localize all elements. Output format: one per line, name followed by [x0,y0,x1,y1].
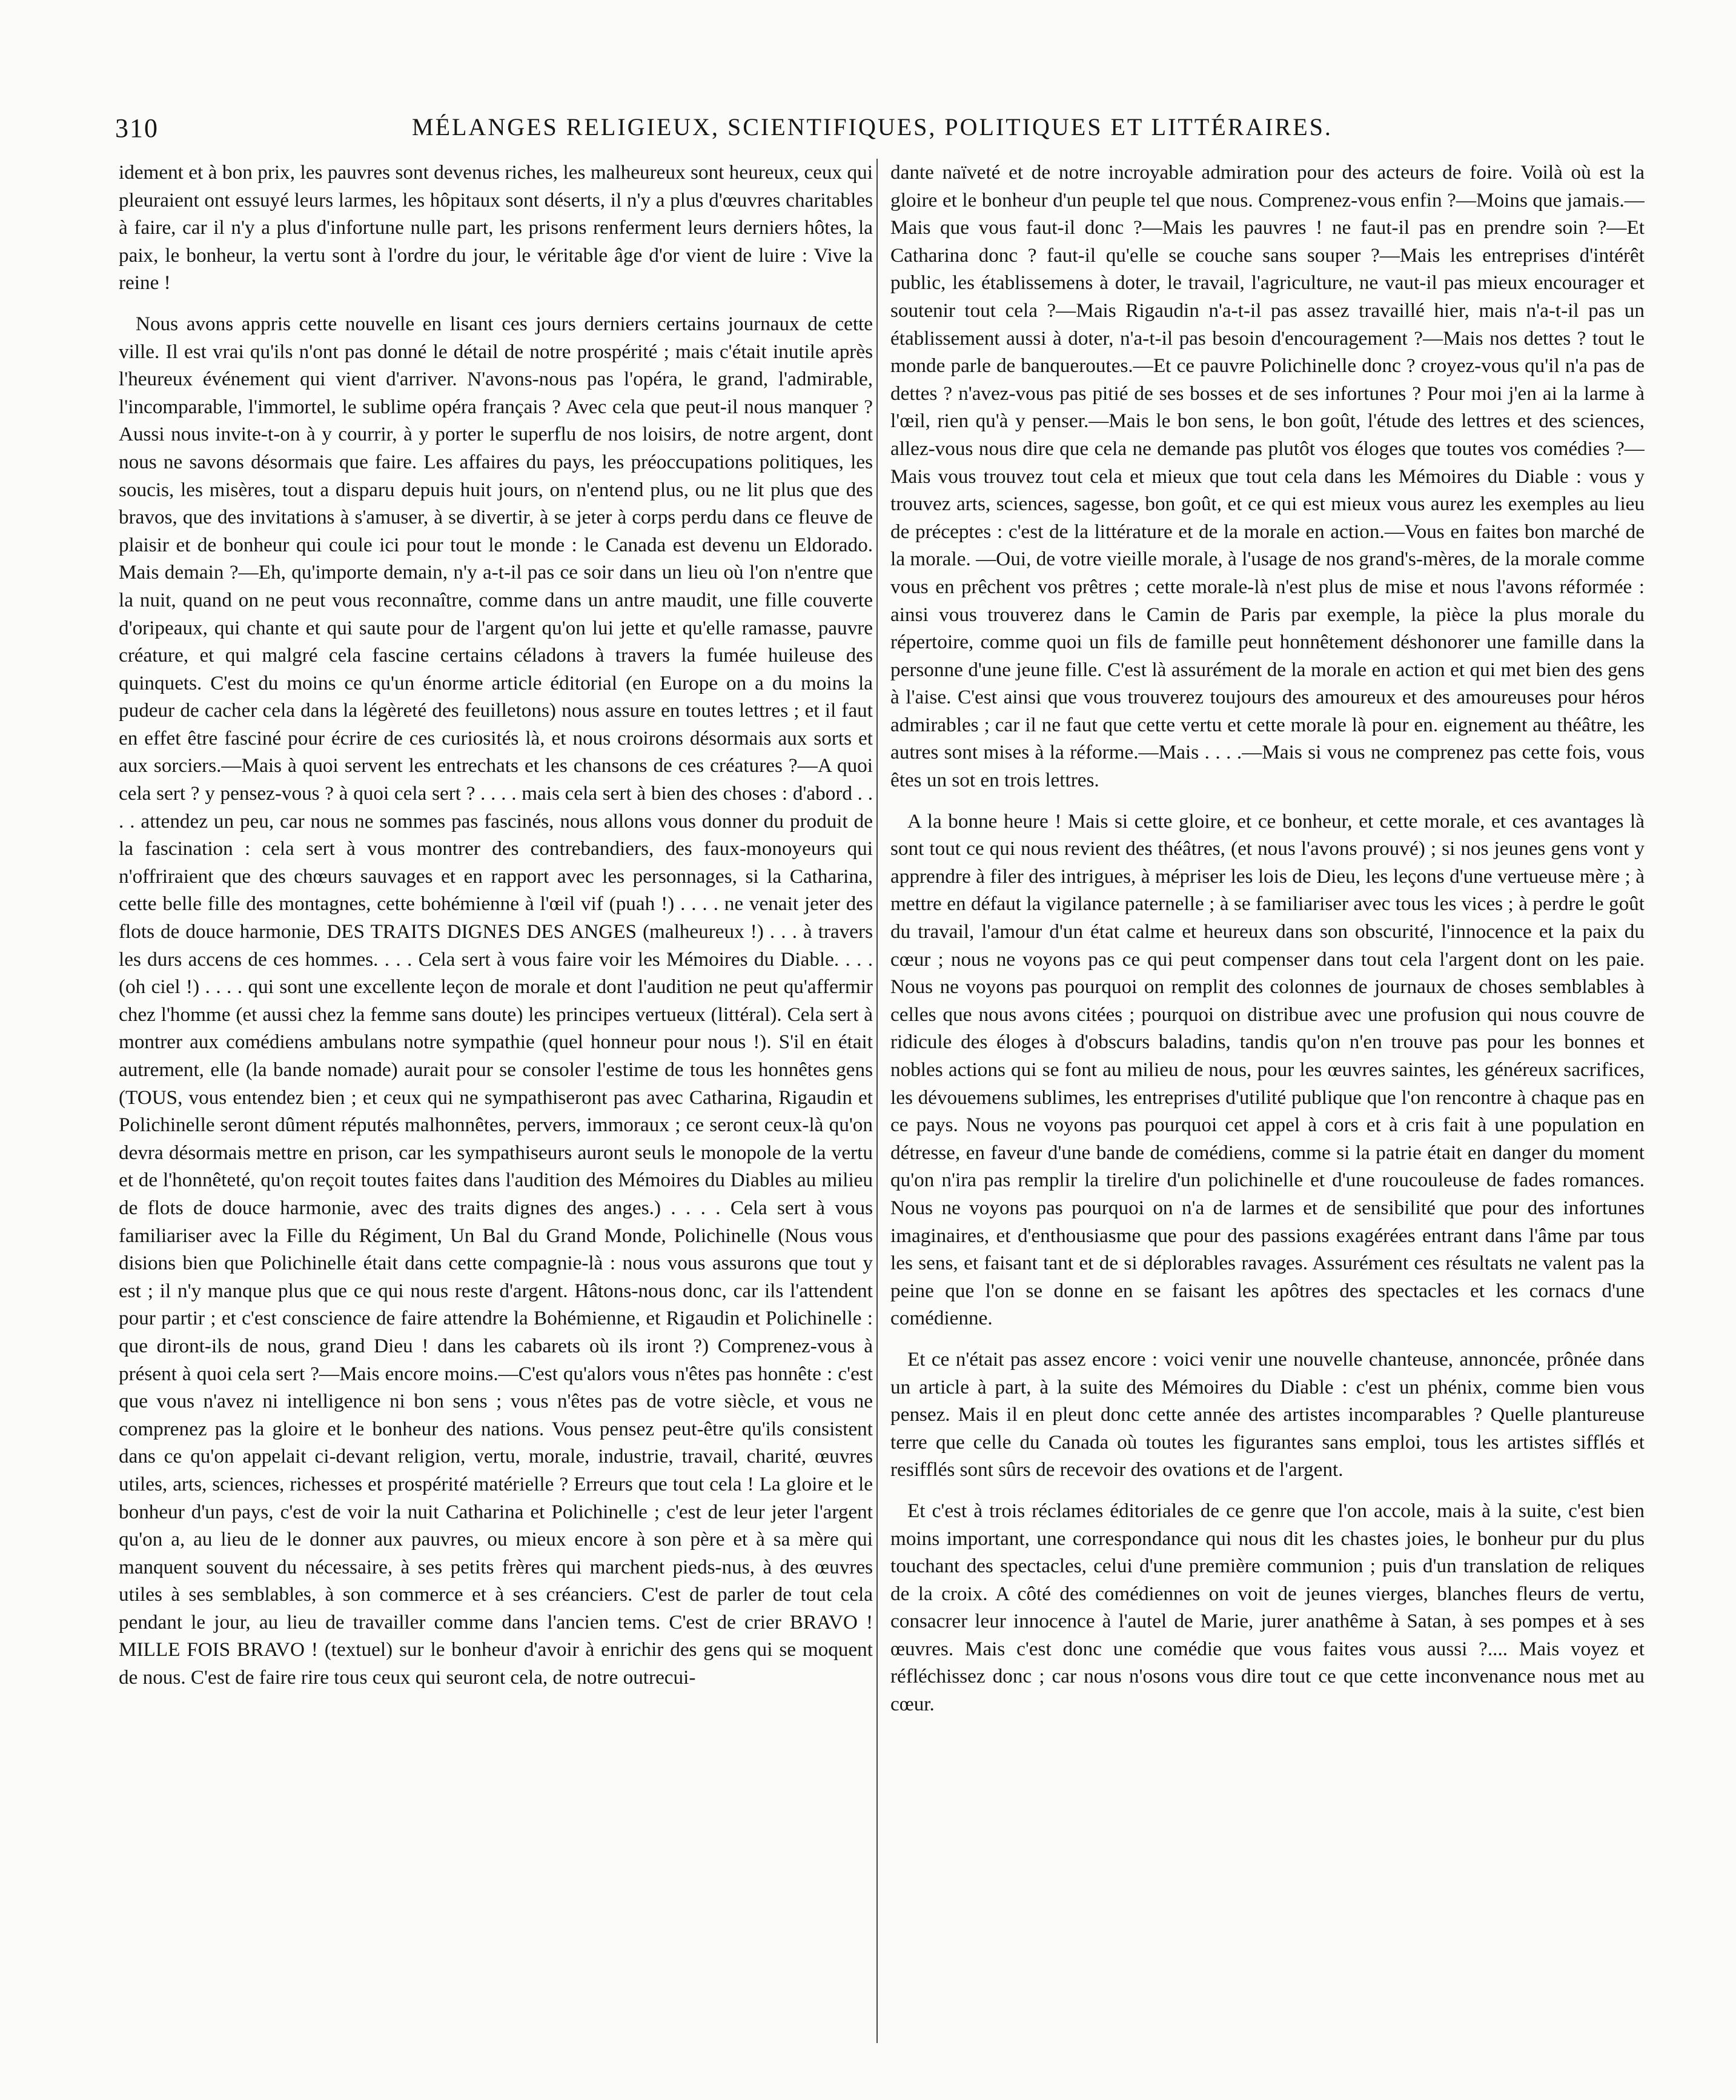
paragraph: Et ce n'était pas assez encore : voici venir une nouvelle chanteuse, annoncée, prônée dans un article à part, à la suite des Mémoires du Diable : c'est un phénix, comme bien vous pensez. Mais il en pleut donc cette année des artistes incomparables ? Quelle plantureuse terre que celle du Canada où toutes les figurantes sans emploi, tous les artistes sifflés et resifflés sont sûrs de recevoir des ovations et de l'argent. [890,1347,1645,1481]
paragraph: Nous avons appris cette nouvelle en lisant ces jours derniers certains journaux de cette ville. Il est vrai qu'ils n'ont pas donné le détail de notre prospérité ; mais c'était inutile après l'heureux événement qui vient d'arriver. N'avons-nous pas l'opéra, le grand, l'admirable, l'incomparable, l'immortel, le sublime opéra français ? Avec cela que peut-il nous manquer ? Aussi nous invite-t-on à y courrir, à y porter le superflu de nos loisirs, de notre argent, dont nous ne savons désormais que faire. Les affaires du pays, les préoccupations politiques, les soucis, les misères, tout a disparu depuis huit jours, on n'entend plus, ou ne lit plus que des bravos, que des invitations à s'amuser, à se divertir, à se jeter à corps perdu dans ce fleuve de plaisir et de bonheur qui coule ici pour tout le monde : le Canada est devenu un Eldorado. Mais demain ?—Eh, qu'importe demain, n'y a-t-il pas ce soir dans un lieu où l'on n'entre que la nuit, quand on ne peut vous reconnaître, comme dans un antre maudit, une fille couverte d'oripeaux, qui chante et qui saute pour de l'argent qu'on lui jette et qu'elle ramasse, pauvre créature, et qui malgré cela fascine certains céladons à travers la fumée huileuse des quinquets. C'est du moins ce qu'un énorme article éditorial (en Europe on a du moins la pudeur de cacher cela dans la légèreté des feuilletons) nous assure en toutes lettres ; et il faut en effet être fasciné pour écrire de ces curiosités là, et nous croirons désormais aux sorts et aux sorciers.—Mais à quoi servent les entrechats et les chansons de ces créatures ?—A quoi cela sert ? y pensez-vous ? à quoi cela sert ? . . . . mais cela sert à bien des choses : d'abord . . . . attendez un peu, car nous ne sommes pas fascinés, nous allons vous donner du produit de la fascination : cela sert à vous montrer des contrebandiers, des faux-monoyeurs qui n'offriraient que des chœurs sauvages et en rapport avec les personnages, si la Catharina, cette belle fille des montagnes, cette bohémienne à l'œil vif (puah !) . . . . ne venait jeter des flots de douce harmonie, DES TRAITS DIGNES DES ANGES (malheureux !) . . . à travers les durs accens de ces hommes. . . . Cela sert à vous faire voir les Mémoires du Diable. . . . (oh ciel !) . . . . qui sont une excellente leçon de morale et dont l'audition ne peut qu'affermir chez l'homme (et aussi chez la femme sans doute) les principes vertueux (littéral). Cela sert à montrer aux comédiens ambulans notre sympathie (quel honneur pour nous !). S'il en était autrement, elle (la bande nomade) aurait pour se consoler l'estime de tous les honnêtes gens (TOUS, vous entendez bien ; et ceux qui ne sympathiseront pas avec Catharina, Rigaudin et Polichinelle seront dûment réputés malhonnêtes, pervers, immoraux ; ce seront ceux-là qu'on devra désormais mettre en prison, car les sympathiseurs auront seuls le monopole de la vertu et de l'honnêteté, qu'on reçoit toutes faites dans l'audition des Mémoires du Diables au milieu de flots de douce harmonie, avec des traits dignes des anges.) . . . . Cela sert à vous familiariser avec la Fille du Régiment, Un Bal du Grand Monde, Polichinelle (Nous vous disions bien que Polichinelle était dans cette compagnie-là : nous vous assurons que tout y est ; il n'y manque plus que ce qui nous reste d'argent. Hâtons-nous donc, car ils l'attendent pour partir ; et c'est conscience de faire attendre la Bohémienne, et Rigaudin et Polichinelle : que diront-ils de nous, grand Dieu ! dans les cabarets où ils iront ?) Comprenez-vous à présent à quoi cela sert ?—Mais encore moins.—C'est qu'alors vous n'êtes pas honnête : c'est que vous n'avez ni intelligence ni bon sens ; vous n'êtes pas de votre siècle, et vous ne comprenez pas la gloire et le bonheur des nations. Vous pensez peut-être qu'ils consistent dans ce qu'on appelait ci-devant religion, vertu, morale, industrie, travail, charité, œuvres utiles, arts, sciences, richesses et prospérité matérielle ? Erreurs que tout cela ! La gloire et le bonheur d'un pays, c'est de voir la nuit Catharina et Polichinelle ; c'est de leur jeter l'argent qu'on a, au lieu de le donner aux pauvres, ou mieux encore à son père et à sa mère qui manquent souvent du nécessaire, à ses petits frères qui marchent pieds-nus, à des œuvres utiles à ses semblables, à son commerce et à ses créanciers. C'est de parler de tout cela pendant le jour, au lieu de travailler comme dans l'ancien tems. C'est de crier BRAVO ! MILLE FOIS BRAVO ! (textuel) sur le bonheur d'avoir à enrichir des gens qui se moquent de nous. C'est de faire rire tous ceux qui seuront cela, de notre outrecui- [119,312,873,1689]
running-title: MÉLANGES RELIGIEUX, SCIENTIFIQUES, POLITIQUES ET LITTÉRAIRES. [412,113,1333,141]
page-header [115,113,1654,155]
left-column [119,159,873,2043]
column-divider [876,159,878,2043]
right-column [890,159,1645,2043]
paragraph: idement et à bon prix, les pauvres sont devenus riches, les malheureux sont heureux, ceux qui pleuraient ont essuyé leurs larmes, les hôpitaux sont déserts, il n'y a plus d'œuvres charitables à faire, car il n'y a plus d'infortune nulle part, les prisons renferment leurs derniers hôtes, la paix, le bonheur, la vertu sont à l'ordre du jour, le véritable âge d'or vient de luire : Vive la reine ! [119,161,873,294]
paragraph: Et c'est à trois réclames éditoriales de ce genre que l'on accole, mais à la suite, c'est bien moins important, une correspondance qui nous dit les chastes joies, le bonheur pur du plus touchant des spectacles, celui d'une première communion ; puis d'un translation de reliques de la croix. A côté des comédiennes on voit de jeunes vierges, blanches fleurs de vertu, consacrer leur innocence à l'autel de Marie, jurer anathême à Satan, à ses pompes et à ses œuvres. Mais c'est donc une comédie que vous faites vous aussi ?.... Mais voyez et réfléchissez donc ; car nous n'osons vous dire tout ce que cette inconvenance nous met au cœur. [890,1499,1645,1716]
page-number: 310 [115,113,159,143]
paragraph: dante naïveté et de notre incroyable admiration pour des acteurs de foire. Voilà où est la gloire et le bonheur d'un peuple tel que nous. Comprenez-vous enfin ?—Moins que jamais.—Mais que vous faut-il donc ?—Mais les pauvres ! ne faut-il pas en prendre soin ?—Et Catharina donc ? faut-il qu'elle se couche sans souper ?—Mais les entreprises d'intérêt public, les établissemens à doter, le travail, l'agriculture, ne vaut-il pas mieux encourager et soutenir tout cela ?—Mais Rigaudin n'a-t-il pas assez travaillé hier, mais n'a-t-il pas un établissement aussi à doter, n'a-t-il pas besoin d'encouragement ?—Mais nos dettes ? tout le monde parle de banqueroutes.—Et ce pauvre Polichinelle donc ? croyez-vous qu'il n'a pas de dettes ? n'avez-vous pas pitié de ses bosses et de ses infortunes ? Pour moi j'en ai la larme à l'œil, rien qu'à y penser.—Mais le bon sens, le bon goût, l'étude des lettres et des sciences, allez-vous nous dire que cela ne demande pas plutôt vos éloges que toutes vos comédies ?—Mais vous trouvez tout cela et mieux que tout cela dans les Mémoires du Diable : vous y trouvez arts, sciences, sagesse, bon goût, et ce qui est mieux vous aurez les exemples au lieu de préceptes : c'est de la littérature et de la morale en action.—Vous en faites bon marché de la morale. —Oui, de votre vieille morale, à l'usage de nos grand's-mères, de la morale comme vous en prêchent vos prêtres ; cette morale-là n'est plus de mise et nous l'avons réformée : ainsi vous trouverez dans le Camin de Paris par exemple, la pièce la plus morale du répertoire, comme quoi un fils de famille peut honnêtement déshonorer une famille dans la personne d'une jeune fille. C'est là assurément de la morale en action et qui met bien des gens à l'aise. C'est ainsi que vous trouverez toujours des amoureux et des amoureuses pour héros admirables ; car il ne faut que cette vertu et cette morale là pour en. eignement au théâtre, les autres sont mises à la réforme.—Mais . . . .—Mais si vous ne comprenez pas cette fois, vous êtes un sot en trois lettres. [890,161,1645,792]
paragraph: A la bonne heure ! Mais si cette gloire, et ce bonheur, et cette morale, et ces avantages là sont tout ce qui nous revient des théâtres, (et nous l'avons prouvé) ; si nos jeunes gens vont y apprendre à filer des intrigues, à mépriser les lois de Dieu, les leçons d'une vertueuse mère ; à mettre en défaut la vigilance paternelle ; à se familiariser avec tous les vices ; à perdre le goût du travail, l'amour d'un état calme et heureux dans son obscurité, l'innocence et la paix du cœur ; nous ne voyons pas ce qui peut compenser dans tout cela l'argent dont on les paie. Nous ne voyons pas pourquoi on remplit des colonnes de journaux de choses semblables à celles que nous avons citées ; pourquoi on distribue avec une profusion qui nous couvre de ridicule des éloges à d'obscurs baladins, tandis qu'on n'en trouve pas pour les bonnes et nobles actions qui se font au milieu de nous, pour les œuvres saintes, les généreux sacrifices, les dévouemens sublimes, les entreprises d'utilité publique que l'on rencontre à chaque pas en ce pays. Nous ne voyons pas pourquoi cet appel à cors et à cris fait à une population en détresse, en faveur d'une bande de comédiens, comme si la patrie était en danger du moment qu'on n'ira pas remplir la tirelire d'un polichinelle et d'une roucouleuse de fades romances. Nous ne voyons pas pourquoi on n'a de larmes et de sensibilité que pour des infortunes imaginaires, et d'enthousiasme que pour des passions exagérées entrant dans l'âme par tous les sens, et faisant tant et de si déplorables ravages. Assurément ces résultats ne valent pas la peine que l'on se donne en se faisant les apôtres des spectacles et les cornacs d'une comédienne. [890,809,1645,1330]
